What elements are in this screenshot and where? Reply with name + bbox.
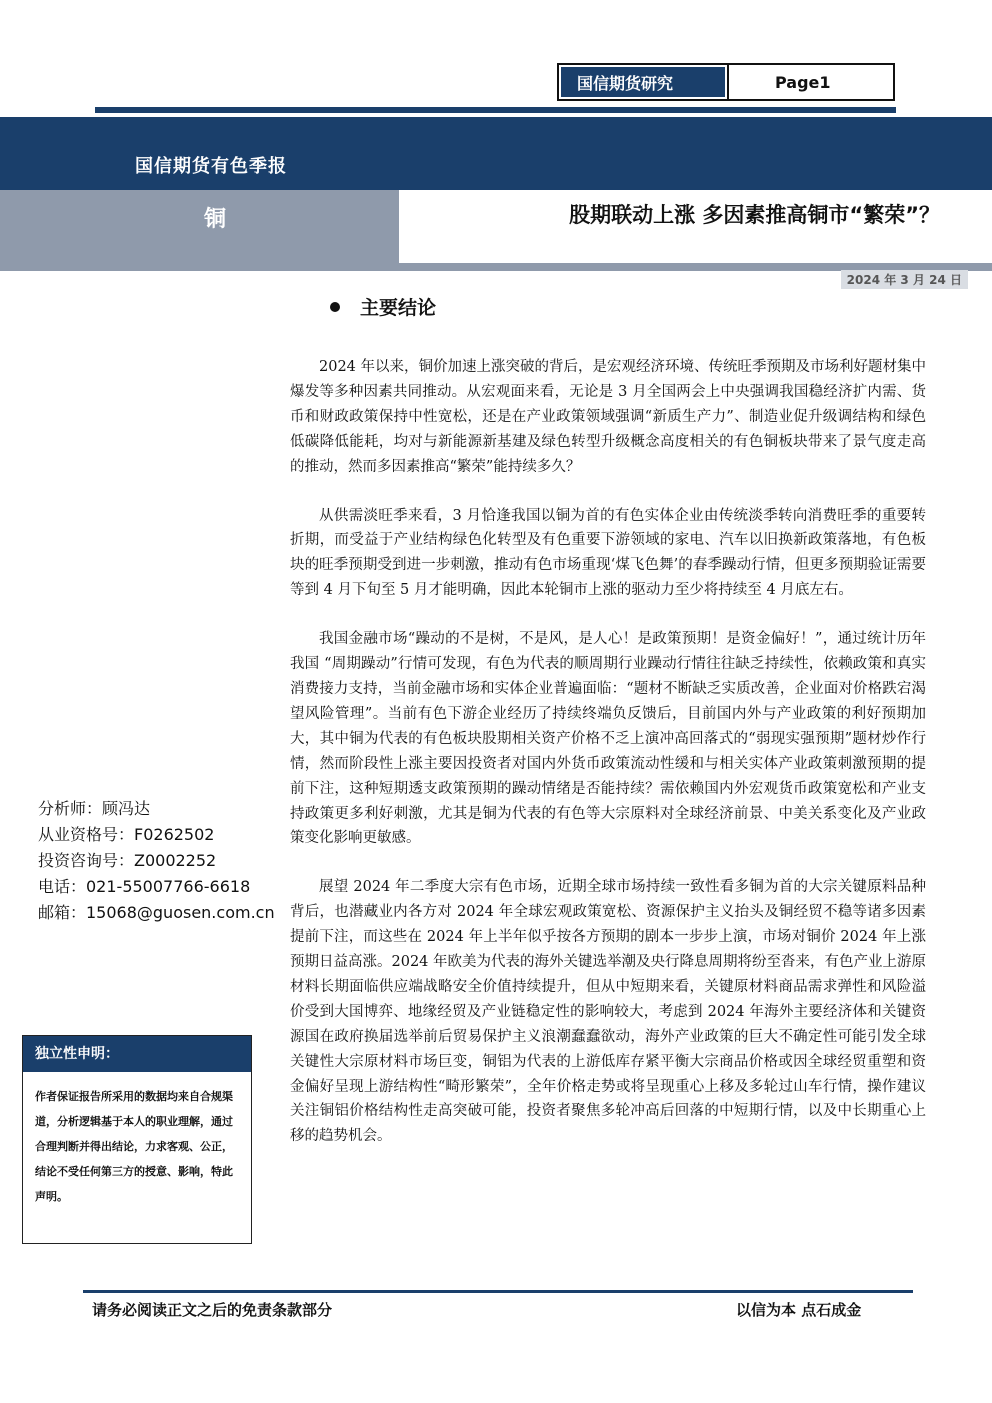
- section-title: 主要结论: [360, 297, 437, 319]
- grey-band-left: [0, 241, 399, 271]
- report-banner: [0, 117, 992, 190]
- analyst-qualification: 从业资格号：F0262502: [38, 825, 215, 844]
- header-info-box: [557, 63, 895, 101]
- paragraph: 展望 2024 年二季度大宗有色市场，近期全球市场持续一致性看多铜为首的大宗关键原料品种背后，也潜藏业内各方对 2024 年全球宏观政策宽松、资源保护主义抬头及铜经贸不稳等诸多因素提前下注，而这些在 2024 年上半年似乎按各方预期的剧本一步步上演，市场对铜价 2024 年上涨预期日益高涨。2024 年欧美为代表的海外关键选举潮及央行降息周期将纷至沓来，有色产业上游原材料长期面临供应端战略安全价值持续提升，但从中短期来看，关键原材料商品需求弹性和风险溢价受到大国博弈、地缘经贸及产业链稳定性的影响较大，考虑到 2024 年海外主要经济体和关键资源国在政府换届选举前后贸易保护主义浪潮蠢蠢欲动，海外产业政策的巨大不确定性可能引发全球关键性大宗原材料市场巨变，铜铝为代表的上游低库存紧平衡大宗商品价格或因全球经贸重塑和资金偏好呈现上游结构性“畸形繁荣”，全年价格走势或将呈现重心上移及多轮过山车行情，操作建议关注铜铝价格结构性走高突破可能，投资者聚焦多轮冲高后回落的中短期行情，以及中长期重心上移的趋势机会。: [290, 879, 927, 1145]
- paragraph: 从供需淡旺季来看，3 月恰逢我国以铜为首的有色实体企业由传统淡季转向消费旺季的重要转折期，而受益于产业结构绿色化转型及有色重要下游领域的家电、汽车以旧换新政策落地，有色板块的旺季预期受到进一步刺激，推动有色市场重现‘煤飞色舞’的春季躁动行情，但更多预期验证需要等到 4 月下旬至 5 月才能明确，因此本轮铜市上涨的驱动力至少将持续至 4 月底左右。: [290, 507, 926, 599]
- analyst-name: 分析师：顾冯达: [38, 799, 151, 818]
- analyst-info: [38, 796, 288, 926]
- footer-slogan: 以信为本 点石成金: [736, 1301, 862, 1319]
- analyst-email: 邮箱：15068@guosen.com.cn: [38, 903, 275, 922]
- independence-text: 作者保证报告所采用的数据均来自合规渠道，分析逻辑基于本人的职业理解，通过合理判断并得出结论，力求客观、公正，结论不受任何第三方的授意、影响，特此声明。: [35, 1090, 233, 1203]
- headline: 股期联动上涨 多因素推高铜市“繁荣”？: [569, 203, 940, 227]
- paragraph: 我国金融市场“躁动的不是树，不是风，是人心！是政策预期！是资金偏好！”，通过统计历年我国 “周期躁动”行情可发现，有色为代表的顺周期行业躁动行情往往缺乏持续性，依赖政策和真实消费接力支持，当前金融市场和实体企业普遍面临：“题材不断缺乏实质改善，企业面对价格跌宕渴望风险管理”。当前有色下游企业经历了持续终端负反馈后，目前国内外与产业政策的利好预期加大，其中铜为代表的有色板块股期相关资产价格不乏上演冲高回落式的“弱现实强预期”题材炒作行情，然而阶段性上涨主要因投资者对国内外货币政策流动性缓和与相关实体产业政策刺激预期的提前下注，这种短期透支政策预期的躁动情绪是否能持续？需依赖国内外宏观货币政策宽松和产业支持政策更多利好刺激，尤其是铜为代表的有色等大宗原料对全球经济前景、中美关系变化及产业政策变化影响更敏感。: [290, 631, 926, 847]
- paragraph: 2024 年以来，铜价加速上涨突破的背后，是宏观经济环境、传统旺季预期及市场利好题材集中爆发等多种因素共同推动。从宏观面来看，无论是 3 月全国两会上中央强调我国稳经济扩内需、货币和财政政策保持中性宽松，还是在产业政策领域强调“新质生产力”、制造业促升级调结构和绿色低碳降低能耗，均对与新能源新基建及绿色转型升级概念高度相关的有色铜板块带来了景气度走高的推动，然而多因素推高“繁荣”能持续多久？: [290, 359, 927, 475]
- org-label: 国信期货研究: [559, 65, 727, 99]
- metal-banner: [0, 190, 399, 241]
- analyst-phone: 电话：021-55007766-6618: [38, 877, 251, 896]
- analyst-consult-id: 投资咨询号：Z0002252: [38, 851, 217, 870]
- body-text: [290, 355, 926, 1173]
- independence-title: 独立性申明：: [23, 1036, 251, 1072]
- page-label: Page1: [727, 65, 893, 99]
- section-heading: [330, 293, 436, 320]
- footer-disclaimer: 请务必阅读正文之后的免责条款部分: [92, 1301, 333, 1319]
- report-series: 国信期货有色季报: [135, 156, 287, 177]
- report-date: 2024 年 3 月 24 日: [841, 270, 968, 289]
- bullet-icon: [330, 302, 340, 312]
- independence-box: [22, 1035, 252, 1244]
- footer-rule: [83, 1290, 913, 1293]
- grey-band: [0, 241, 992, 271]
- header-rule: [95, 107, 896, 113]
- metal-name: 铜: [204, 207, 227, 232]
